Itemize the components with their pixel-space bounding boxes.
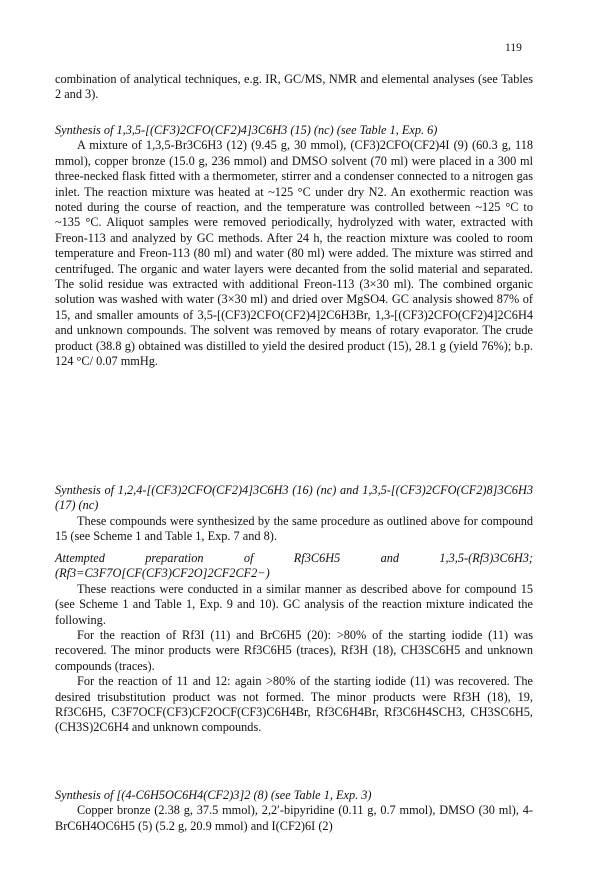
section-attempted xyxy=(55,551,533,736)
section-heading: Synthesis of 1,3,5-[(CF3)2CFO(CF2)4]3C6H3 (15) (nc) (see Table 1, Exp. 6) xyxy=(55,123,438,137)
section-paragraph: For the reaction of 11 and 12: again >80% of the starting iodide (11) was recovered. The desired trisubstitution product was not formed. The minor products were Rf3H (18), 19, Rf3C6H5, C3F7OCF(CF3)CF2OCF(CF3)C6H4Br, Rf3C6H4Br, Rf3C6H4SCH3, CH3SC6H5, (CH3S)2C6H4 and unknown compounds. xyxy=(55,674,533,735)
section-heading: Synthesis of [(4-C6H5OC6H4(CF2)3]2 (8) (see Table 1, Exp. 3) xyxy=(55,788,372,802)
section-paragraph: These reactions were conducted in a similar manner as described above for compound 15 (see Scheme 1 and Table 1, Exp. 9 and 10). GC analysis of the reaction mixture indicated the following. xyxy=(55,581,533,627)
section-15 xyxy=(55,123,533,370)
section-heading: Synthesis of 1,2,4-[(CF3)2CFO(CF2)4]3C6H3 (16) (nc) and 1,3,5-[(CF3)2CFO(CF2)8]3C6H3 (17) (nc) xyxy=(55,483,533,513)
section-paragraph: Copper bronze (2.38 g, 37.5 mmol), 2,2′-bipyridine (0.11 g, 0.7 mmol), DMSO (30 ml), 4-BrC6H4OC6H5 (5) (5.2 g, 20.9 mmol) and I(CF2)6I (2) xyxy=(55,803,533,833)
section-paragraph: For the reaction of Rf3I (11) and BrC6H5 (20): >80% of the starting iodide (11) was recovered. The minor products were Rf3C6H5 (traces), Rf3H (18), CH3SC6H5 and unknown compounds (traces). xyxy=(55,628,533,673)
section-16-17 xyxy=(55,483,533,545)
section-heading: Attempted preparation of Rf3C6H5 and 1,3,5-(Rf3)3C6H3; (Rf3=C3F7O[CF(CF3)CF2O]2CF2CF2−) xyxy=(55,551,533,581)
section-paragraph: A mixture of 1,3,5-Br3C6H3 (12) (9.45 g, 30 mmol), (CF3)2CFO(CF2)4I (9) (60.3 g, 118 mmol), copper bronze (15.0 g, 236 mmol) and DMSO solvent (70 ml) were placed in a 300 ml three-necked flask fitted with a thermometer, stirrer and a condenser connected to a nitrogen gas inlet. The reaction mixture was heated at ~125 °C under dry N2. An exothermic reaction was noted during the course of reaction, and the temperature was controlled between ~125 °C to ~135 °C. Aliquot samples were removed periodically, hydrolyzed with water, extracted with Freon-113 and analyzed by GC methods. After 24 h, the reaction mixture was cooled to room temperature and Freon-113 (80 ml) and water (80 ml) were added. The mixture was stirred and centrifuged. The organic and water layers were decanted from the solid material and separated. The solid residue was extracted with additional Freon-113 (3×30 ml). The combined organic solution was washed with water (3×30 ml) and dried over MgSO4. GC analysis showed 87% of 15, and smaller amounts of 3,5-[(CF3)2CFO(CF2)4]2C6H3Br, 1,3-[(CF3)2CFO(CF2)4]2C6H4 and unknown compounds. The solvent was removed by means of rotary evaporator. The crude product (38.8 g) obtained was distilled to yield the desired product (15), 28.1 g (yield 76%); b.p. 124 °C/ 0.07 mmHg. xyxy=(55,138,533,369)
intro-paragraph: combination of analytical techniques, e.g. IR, GC/MS, NMR and elemental analyses (see Tables 2 and 3). xyxy=(55,72,533,102)
intro-block xyxy=(55,72,533,103)
page-number: 119 xyxy=(505,42,522,54)
section-8 xyxy=(55,788,533,834)
section-paragraph: These compounds were synthesized by the same procedure as outlined above for compound 15 (see Scheme 1 and Table 1, Exp. 7 and 8). xyxy=(55,513,533,544)
